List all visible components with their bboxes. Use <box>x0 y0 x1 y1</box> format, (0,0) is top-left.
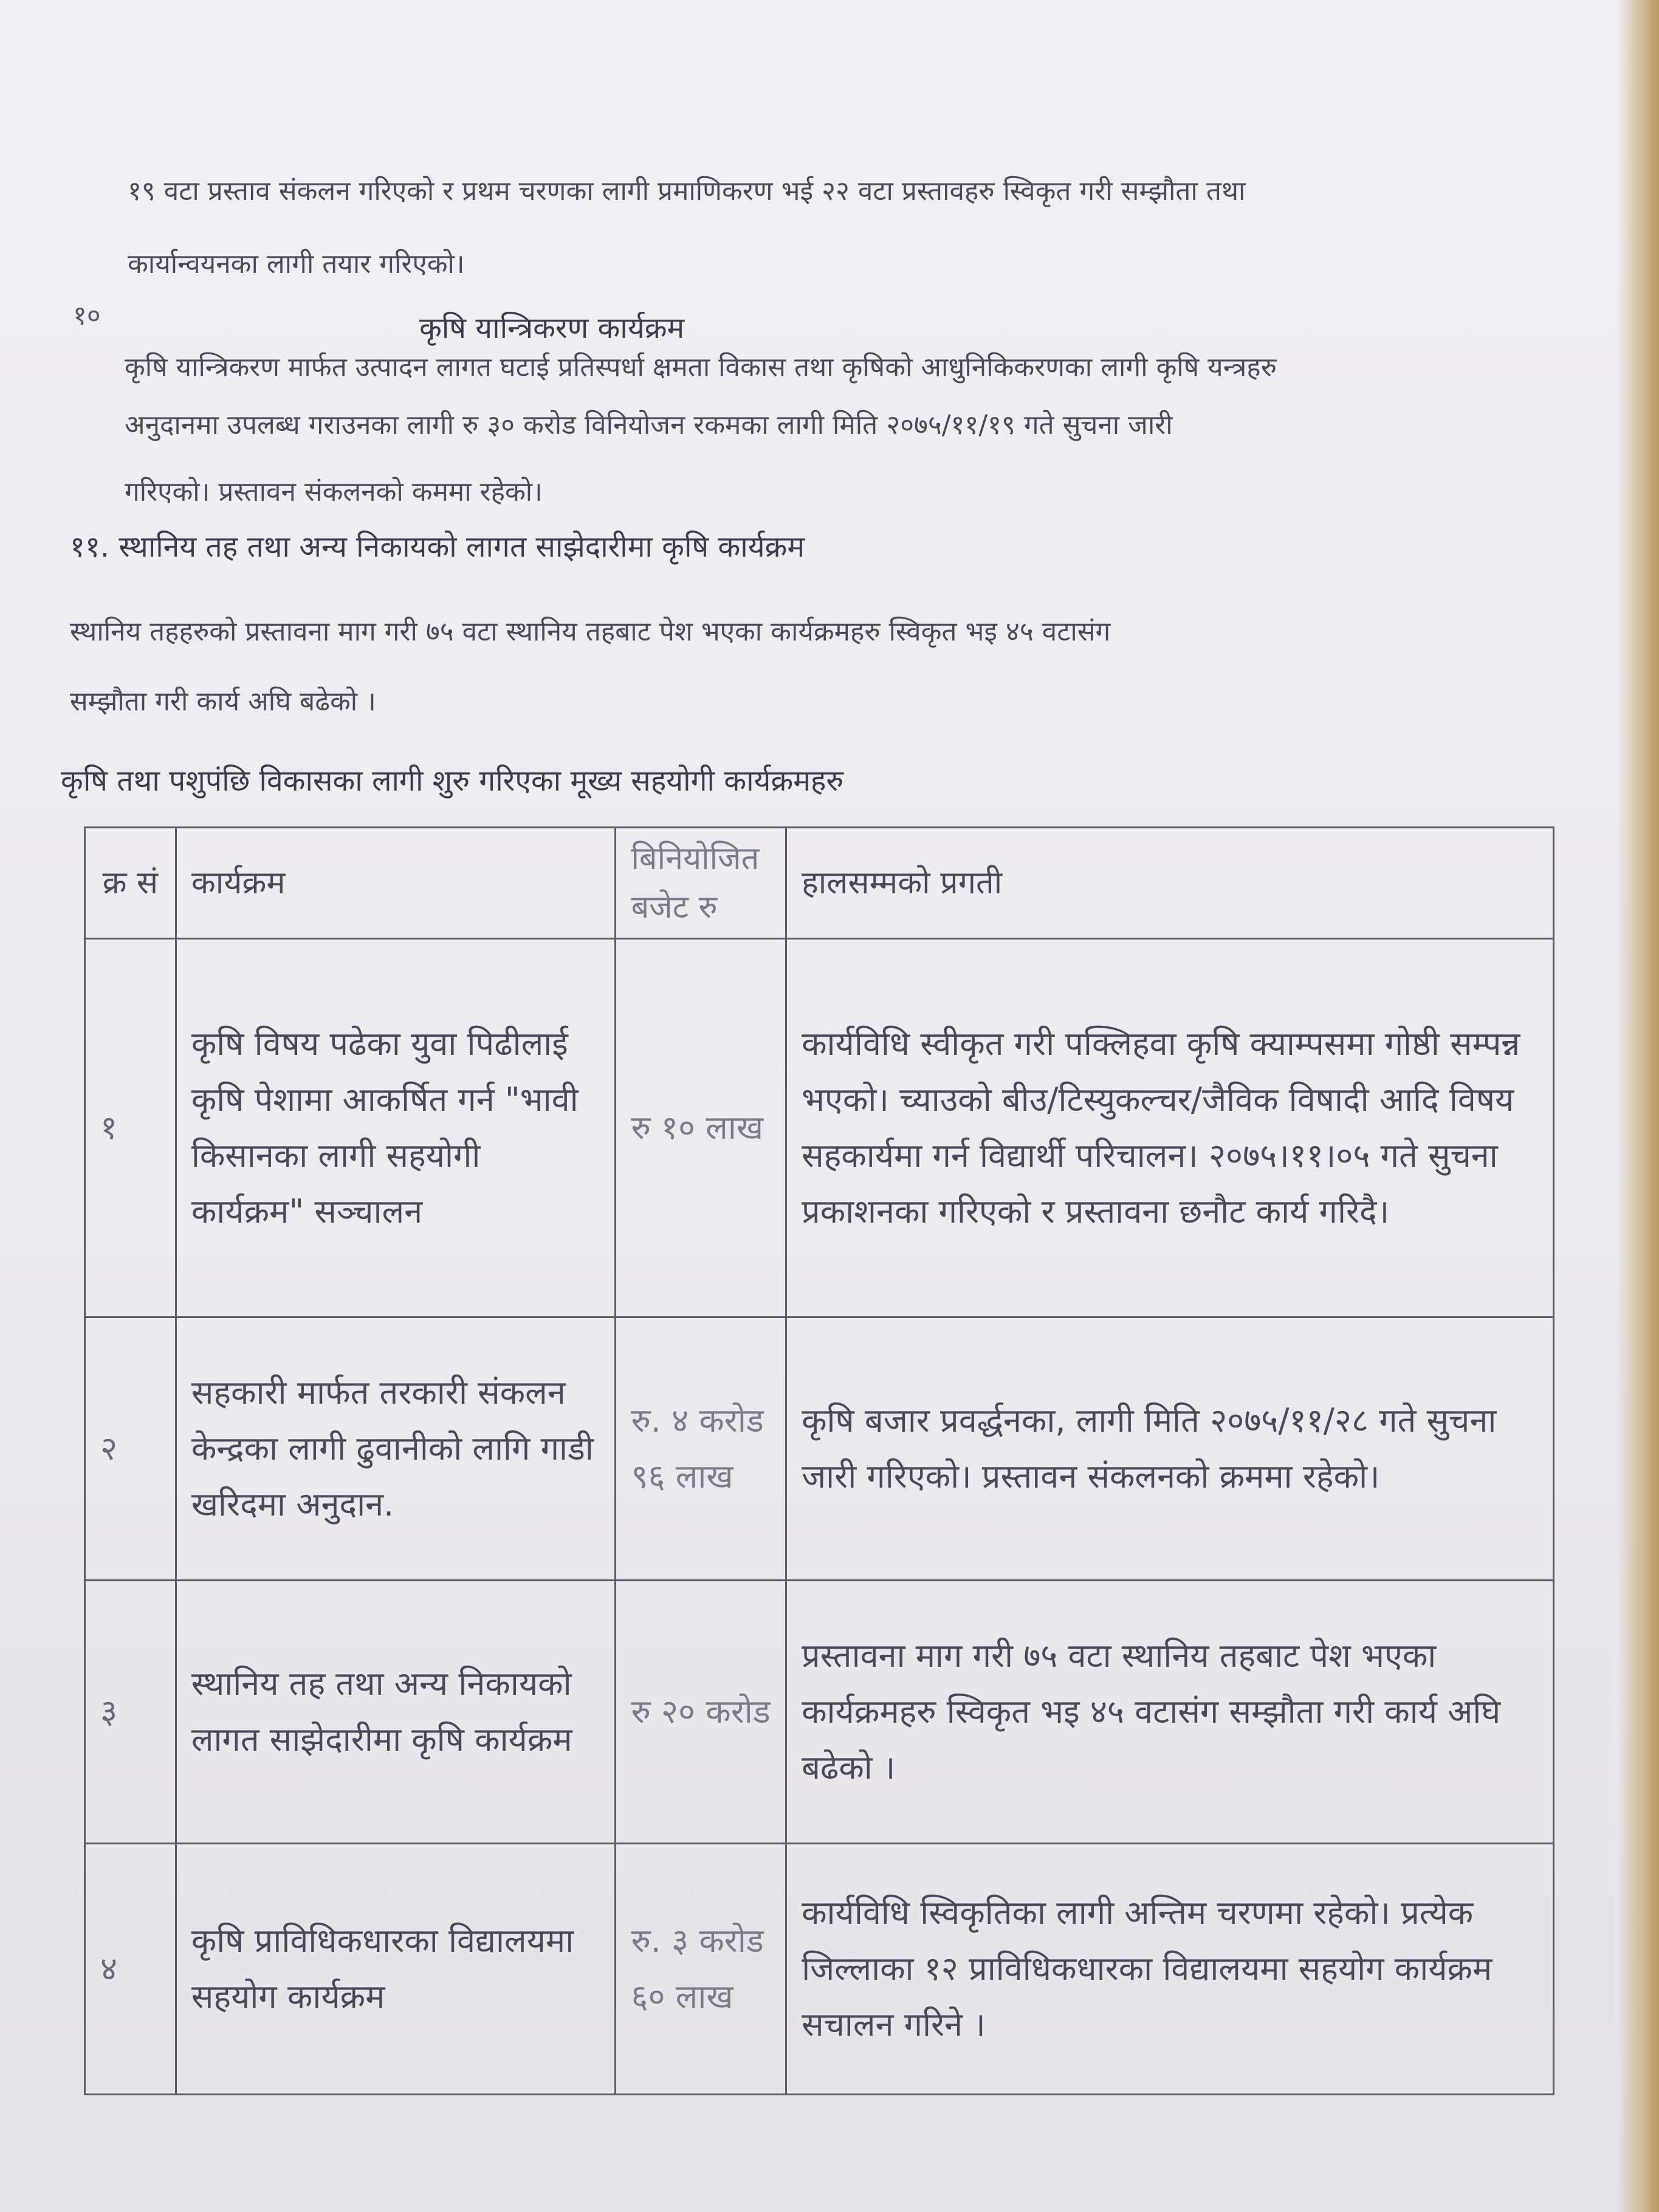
paragraph-line: सम्झौता गरी कार्य अघि बढेको । <box>70 686 376 717</box>
table-row <box>85 939 1554 1317</box>
section-number: १० <box>73 300 101 331</box>
section-title: ११. स्थानिय तह तथा अन्य निकायको लागत साझेदारीमा कृषि कार्यक्रम <box>70 530 805 564</box>
table-row <box>85 1317 1554 1581</box>
header-program: कार्यक्रम <box>176 828 616 939</box>
header-budget: बिनियोजित बजेट रु <box>616 828 786 939</box>
cell-progress: प्रस्तावना माग गरी ७५ वटा स्थानिय तहबाट पेश भएका कार्यक्रमहरु स्विकृत भइ ४५ वटासंग सम्झौता गरी कार्य अघि बढेको । <box>786 1581 1554 1844</box>
cell-budget: रु. ३ करोड ६० लाख <box>616 1844 786 2095</box>
paragraph-line: अनुदानमा उपलब्ध गराउनका लागी रु ३० करोड विनियोजन रकमका लागी मिति २०७५/११/१९ गते सुचना जारी <box>125 410 1173 441</box>
cell-budget: रु. ४ करोड ९६ लाख <box>616 1317 786 1581</box>
header-progress: हालसम्मको प्रगती <box>786 828 1554 939</box>
cell-program: कृषि प्राविधिकधारका विद्यालयमा सहयोग कार्यक्रम <box>176 1844 616 2095</box>
cell-sn: ३ <box>85 1581 176 1844</box>
page-edge <box>1616 0 1659 2212</box>
table-row <box>85 1581 1554 1844</box>
cell-sn: २ <box>85 1317 176 1581</box>
cell-budget: रु २० करोड <box>616 1581 786 1844</box>
table-row <box>85 1844 1554 2095</box>
programs-table <box>84 826 1554 2095</box>
cell-sn: ४ <box>85 1844 176 2095</box>
paragraph-line: कार्यान्वयनका लागी तयार गरिएको। <box>128 249 465 280</box>
paragraph-line: १९ वटा प्रस्ताव संकलन गरिएको र प्रथम चरणका लागी प्रमाणिकरण भई २२ वटा प्रस्तावहरु स्विकृत गरी सम्झौता तथा <box>128 176 1246 207</box>
cell-program: कृषि विषय पढेका युवा पिढीलाई कृषि पेशामा आकर्षित गर्न "भावी किसानका लागी सहयोगी कार्यक्रम" सञ्चालन <box>176 939 616 1317</box>
cell-progress: कार्यविधि स्विकृतिका लागी अन्तिम चरणमा रहेको। प्रत्येक जिल्लाका १२ प्राविधिकधारका विद्यालयमा सहयोग कार्यक्रम सचालन गरिने । <box>786 1844 1554 2095</box>
cell-program: सहकारी मार्फत तरकारी संकलन केन्द्रका लागी ढुवानीको लागि गाडी खरिदमा अनुदान. <box>176 1317 616 1581</box>
paragraph-line: गरिएको। प्रस्तावन संकलनको कममा रहेको। <box>125 476 543 507</box>
paragraph-line: स्थानिय तहहरुको प्रस्तावना माग गरी ७५ वटा स्थानिय तहबाट पेश भएका कार्यक्रमहरु स्विकृत भइ ४५ वटासंग <box>70 616 1111 647</box>
section-title: कृषि यान्त्रिकरण कार्यक्रम <box>419 311 685 345</box>
paragraph-line: कृषि यान्त्रिकरण मार्फत उत्पादन लागत घटाई प्रतिस्पर्धा क्षमता विकास तथा कृषिको आधुनिकिकरणका लागी कृषि यन्त्रहरु <box>125 352 1277 383</box>
table-header-row <box>85 828 1554 939</box>
cell-budget: रु १० लाख <box>616 939 786 1317</box>
cell-progress: कार्यविधि स्वीकृत गरी पक्लिहवा कृषि क्याम्पसमा गोष्ठी सम्पन्न भएको। च्याउको बीउ/टिस्युकल्चर/जैविक विषादी आदि विषय सहकार्यमा गर्न विद्यार्थी परिचालन। २०७५।११।०५ गते सुचना प्रकाशनका गरिएको र प्रस्तावना छनौट कार्य गरिदै। <box>786 939 1554 1317</box>
cell-progress: कृषि बजार प्रवर्द्धनका, लागी मिति २०७५/११/२८ गते सुचना जारी गरिएको। प्रस्तावन संकलनको क्रममा रहेको। <box>786 1317 1554 1581</box>
cell-program: स्थानिय तह तथा अन्य निकायको लागत साझेदारीमा कृषि कार्यक्रम <box>176 1581 616 1844</box>
header-sn: क्र सं <box>85 828 176 939</box>
cell-sn: १ <box>85 939 176 1317</box>
table-heading: कृषि तथा पशुपंछि विकासका लागी शुरु गरिएका मूख्य सहयोगी कार्यक्रमहरु <box>61 764 844 798</box>
